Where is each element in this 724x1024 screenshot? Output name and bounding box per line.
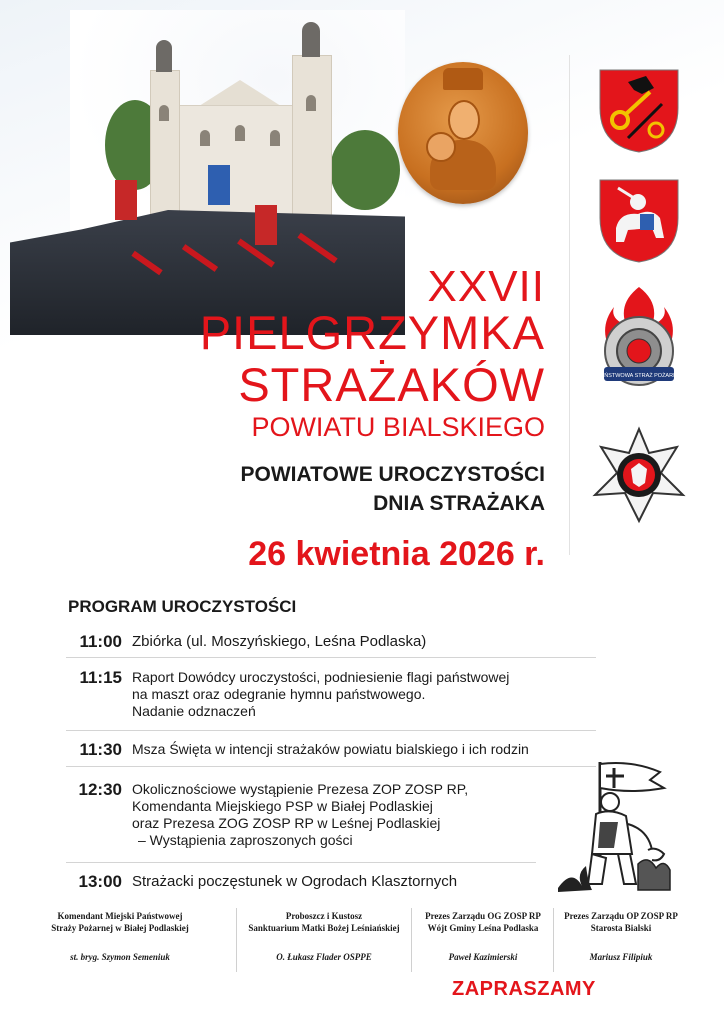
signature-separator: [236, 908, 237, 972]
signature-block: Prezes Zarządu OG ZOSP RP Wójt Gminy Leśna Podlaska Paweł Kazimierski: [418, 910, 548, 962]
program-description: Msza Święta w intencji strażaków powiatu bialskiego i ich rodzin: [132, 741, 529, 757]
county-knight-coat-of-arms-icon: [598, 178, 680, 264]
invitation-text: ZAPRASZAMY: [452, 978, 596, 1000]
program-time: 13:00: [78, 872, 122, 891]
signature-name: Paweł Kazimierski: [448, 952, 518, 962]
program-time: 12:30: [78, 780, 122, 799]
osp-cross-badge-icon: [598, 425, 680, 525]
title-line-1: PIELGRZYMKA: [199, 306, 545, 359]
program-separator: [66, 657, 596, 658]
signature-block: Proboszcz i Kustosz Sanktuarium Matki Bożej Leśniańskiej O. Łukasz Flader OSPPE: [244, 910, 404, 962]
signature-name: O. Łukasz Flader OSPPE: [276, 952, 372, 962]
psp-badge-text: PAŃSTWOWA STRAŻ POŻARNA: [598, 373, 680, 379]
psp-badge-icon: [598, 285, 680, 395]
program-time: 11:15: [79, 668, 122, 687]
title-line-3: POWIATU BIALSKIEGO: [251, 412, 545, 442]
title-line-2: STRAŻAKÓW: [238, 358, 545, 411]
subtitle-line-1: POWIATOWE UROCZYSTOŚCI: [240, 463, 545, 486]
program-description: Strażacki poczęstunek w Ogrodach Klasztornych: [132, 873, 458, 890]
program-time: 11:30: [79, 740, 122, 759]
subtitle-line-2: DNIA STRAŻAKA: [373, 492, 545, 515]
event-date: 26 kwietnia 2026 r.: [248, 535, 545, 573]
signature-block: Komendant Miejski Państwowej Straży Pożarnej w Białej Podlaskiej st. bryg. Szymon Semeniuk: [51, 911, 189, 962]
signature-name: Mariusz Filipiuk: [589, 952, 653, 962]
signature-separator: [411, 908, 412, 972]
signature-separator: [553, 908, 554, 972]
program-description: Raport Dowódcy uroczystości, podniesienie flagi państwowej na maszt oraz odegranie hymnu państwowego. Nadanie odznaczeń: [132, 669, 510, 719]
signature-name: st. bryg. Szymon Semeniuk: [70, 952, 170, 962]
basilica: [175, 105, 307, 227]
vertical-divider: [569, 55, 570, 555]
madonna-medallion-icon: [398, 62, 528, 204]
city-coat-of-arms-icon: [598, 68, 680, 154]
program-separator: [66, 766, 596, 767]
program-description: Zbiórka (ul. Moszyńskiego, Leśna Podlaska): [132, 633, 427, 650]
program-description: Okolicznościowe wystąpienie Prezesa ZOP ZOSP RP, Komendanta Miejskiego PSP w Białej Podlaskiej oraz Prezesa ZOG ZOSP RP w Leśnej Podlaskiej – Wystąpienia zaproszonych gości: [132, 781, 469, 848]
saint-florian-icon: [552, 758, 684, 898]
signature-block: Prezes Zarządu OP ZOSP RP Starosta Bialski Mariusz Filipiuk: [558, 910, 684, 962]
program-title: PROGRAM UROCZYSTOŚCI: [68, 597, 297, 616]
edition-number: XXVII: [427, 262, 545, 311]
program-separator: [66, 862, 536, 863]
program-time: 11:00: [79, 632, 122, 651]
program-separator: [66, 730, 596, 731]
